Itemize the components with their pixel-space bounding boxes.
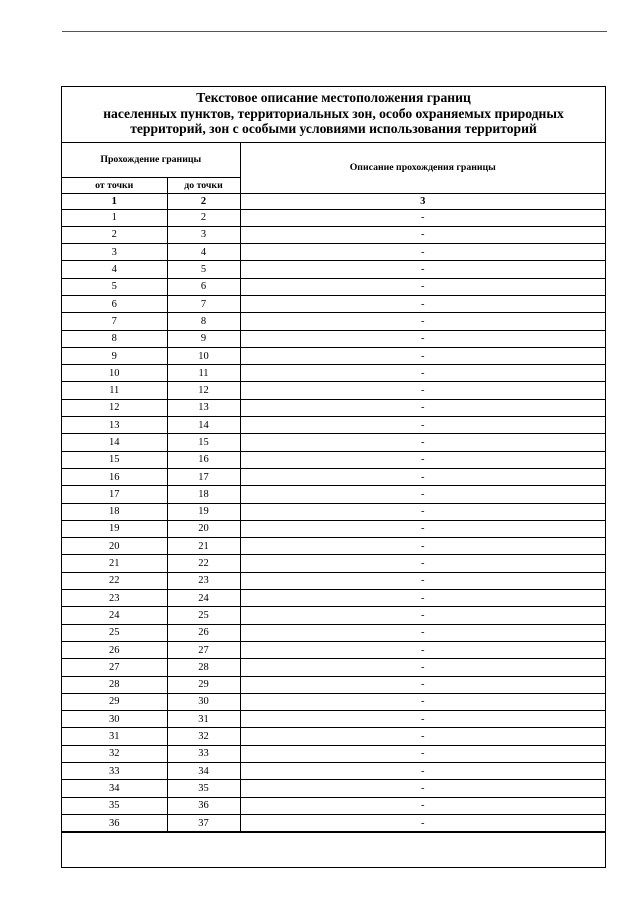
cell-to: 19 [167,503,240,520]
cell-to: 35 [167,780,240,797]
cell-from: 15 [62,451,167,468]
cell-to: 16 [167,451,240,468]
cell-desc: - [240,607,605,624]
table-row [62,555,605,572]
cell-from: 9 [62,347,167,364]
cell-to: 7 [167,295,240,312]
header-from-point: от точки [62,177,167,193]
cell-desc: - [240,590,605,607]
cell-to: 23 [167,572,240,589]
boundary-table [62,143,605,832]
cell-from: 24 [62,607,167,624]
cell-to: 21 [167,538,240,555]
cell-desc: - [240,417,605,434]
cell-from: 32 [62,745,167,762]
table-row [62,313,605,330]
cell-desc: - [240,745,605,762]
cell-to: 24 [167,590,240,607]
cell-from: 1 [62,209,167,226]
cell-from: 16 [62,468,167,485]
table-row [62,347,605,364]
title-line: Текстовое описание местоположения границ [196,90,471,105]
cell-from: 20 [62,538,167,555]
cell-desc: - [240,572,605,589]
cell-desc: - [240,659,605,676]
table-row [62,676,605,693]
table-row [62,330,605,347]
cell-from: 30 [62,711,167,728]
cell-from: 28 [62,676,167,693]
cell-from: 18 [62,503,167,520]
table-row [62,295,605,312]
cell-desc: - [240,797,605,814]
cell-desc: - [240,503,605,520]
cell-from: 34 [62,780,167,797]
cell-from: 33 [62,763,167,780]
cell-to: 29 [167,676,240,693]
cell-to: 20 [167,520,240,537]
cell-to: 8 [167,313,240,330]
cell-desc: - [240,278,605,295]
cell-from: 14 [62,434,167,451]
cell-desc: - [240,486,605,503]
table-row [62,278,605,295]
cell-to: 14 [167,417,240,434]
cell-to: 4 [167,244,240,261]
cell-from: 13 [62,417,167,434]
cell-from: 17 [62,486,167,503]
table-row [62,434,605,451]
cell-desc: - [240,226,605,243]
cell-desc: - [240,676,605,693]
table-row [62,468,605,485]
cell-to: 31 [167,711,240,728]
cell-from: 12 [62,399,167,416]
table-tail [62,832,605,841]
cell-desc: - [240,780,605,797]
cell-desc: - [240,347,605,364]
header-to-point: до точки [167,177,240,193]
cell-from: 19 [62,520,167,537]
table-row [62,486,605,503]
document-title [62,87,605,143]
table-row [62,538,605,555]
cell-to: 3 [167,226,240,243]
table-header-row [62,143,605,177]
table-row [62,572,605,589]
cell-from: 27 [62,659,167,676]
cell-to: 22 [167,555,240,572]
column-number: 1 [62,193,167,209]
cell-to: 32 [167,728,240,745]
table-row [62,399,605,416]
table-row [62,728,605,745]
cell-from: 3 [62,244,167,261]
cell-desc: - [240,641,605,658]
table-row [62,659,605,676]
table-row [62,417,605,434]
cell-desc: - [240,814,605,831]
cell-desc: - [240,244,605,261]
cell-desc: - [240,295,605,312]
cell-to: 37 [167,814,240,831]
cell-desc: - [240,555,605,572]
table-row [62,209,605,226]
cell-from: 23 [62,590,167,607]
cell-from: 25 [62,624,167,641]
cell-from: 5 [62,278,167,295]
cell-to: 2 [167,209,240,226]
cell-desc: - [240,382,605,399]
table-row [62,797,605,814]
cell-desc: - [240,728,605,745]
table-row [62,711,605,728]
cell-from: 29 [62,693,167,710]
cell-to: 12 [167,382,240,399]
cell-desc: - [240,313,605,330]
cell-desc: - [240,624,605,641]
cell-to: 10 [167,347,240,364]
cell-to: 25 [167,607,240,624]
table-row [62,624,605,641]
cell-desc: - [240,365,605,382]
title-line: населенных пунктов, территориальных зон, особо охраняемых природных [103,105,564,121]
cell-to: 28 [167,659,240,676]
cell-to: 9 [167,330,240,347]
cell-from: 36 [62,814,167,831]
cell-desc: - [240,261,605,278]
cell-desc: - [240,711,605,728]
cell-from: 6 [62,295,167,312]
cell-to: 33 [167,745,240,762]
boundary-description-sheet [61,86,606,868]
cell-from: 35 [62,797,167,814]
cell-desc: - [240,520,605,537]
cell-from: 4 [62,261,167,278]
cell-to: 17 [167,468,240,485]
table-row [62,814,605,831]
cell-from: 7 [62,313,167,330]
cell-desc: - [240,330,605,347]
cell-from: 10 [62,365,167,382]
column-number: 2 [167,193,240,209]
table-row [62,590,605,607]
table-row [62,693,605,710]
cell-to: 5 [167,261,240,278]
cell-desc: - [240,538,605,555]
cell-desc: - [240,209,605,226]
cell-desc: - [240,763,605,780]
cell-desc: - [240,693,605,710]
cell-to: 34 [167,763,240,780]
table-row [62,382,605,399]
table-row [62,226,605,243]
table-row [62,503,605,520]
cell-to: 6 [167,278,240,295]
table-row [62,641,605,658]
cell-desc: - [240,468,605,485]
cell-from: 31 [62,728,167,745]
table-row [62,244,605,261]
table-row [62,520,605,537]
page-top-rule [62,31,607,32]
table-row [62,607,605,624]
table-row [62,745,605,762]
cell-desc: - [240,434,605,451]
cell-to: 18 [167,486,240,503]
table-row [62,451,605,468]
table-row [62,261,605,278]
cell-to: 36 [167,797,240,814]
cell-to: 13 [167,399,240,416]
cell-to: 30 [167,693,240,710]
table-row [62,780,605,797]
cell-from: 22 [62,572,167,589]
cell-desc: - [240,399,605,416]
title-line: территорий, зон с особыми условиями использования территорий [130,121,537,136]
cell-from: 11 [62,382,167,399]
column-number: 3 [240,193,605,209]
cell-to: 15 [167,434,240,451]
cell-to: 11 [167,365,240,382]
table-row [62,763,605,780]
cell-from: 26 [62,641,167,658]
cell-to: 27 [167,641,240,658]
cell-to: 26 [167,624,240,641]
cell-from: 8 [62,330,167,347]
table-row [62,365,605,382]
cell-desc: - [240,451,605,468]
cell-from: 2 [62,226,167,243]
cell-from: 21 [62,555,167,572]
column-number-row [62,193,605,209]
header-boundary-passage: Прохождение границы [62,143,240,177]
header-description: Описание прохождения границы [240,143,605,193]
